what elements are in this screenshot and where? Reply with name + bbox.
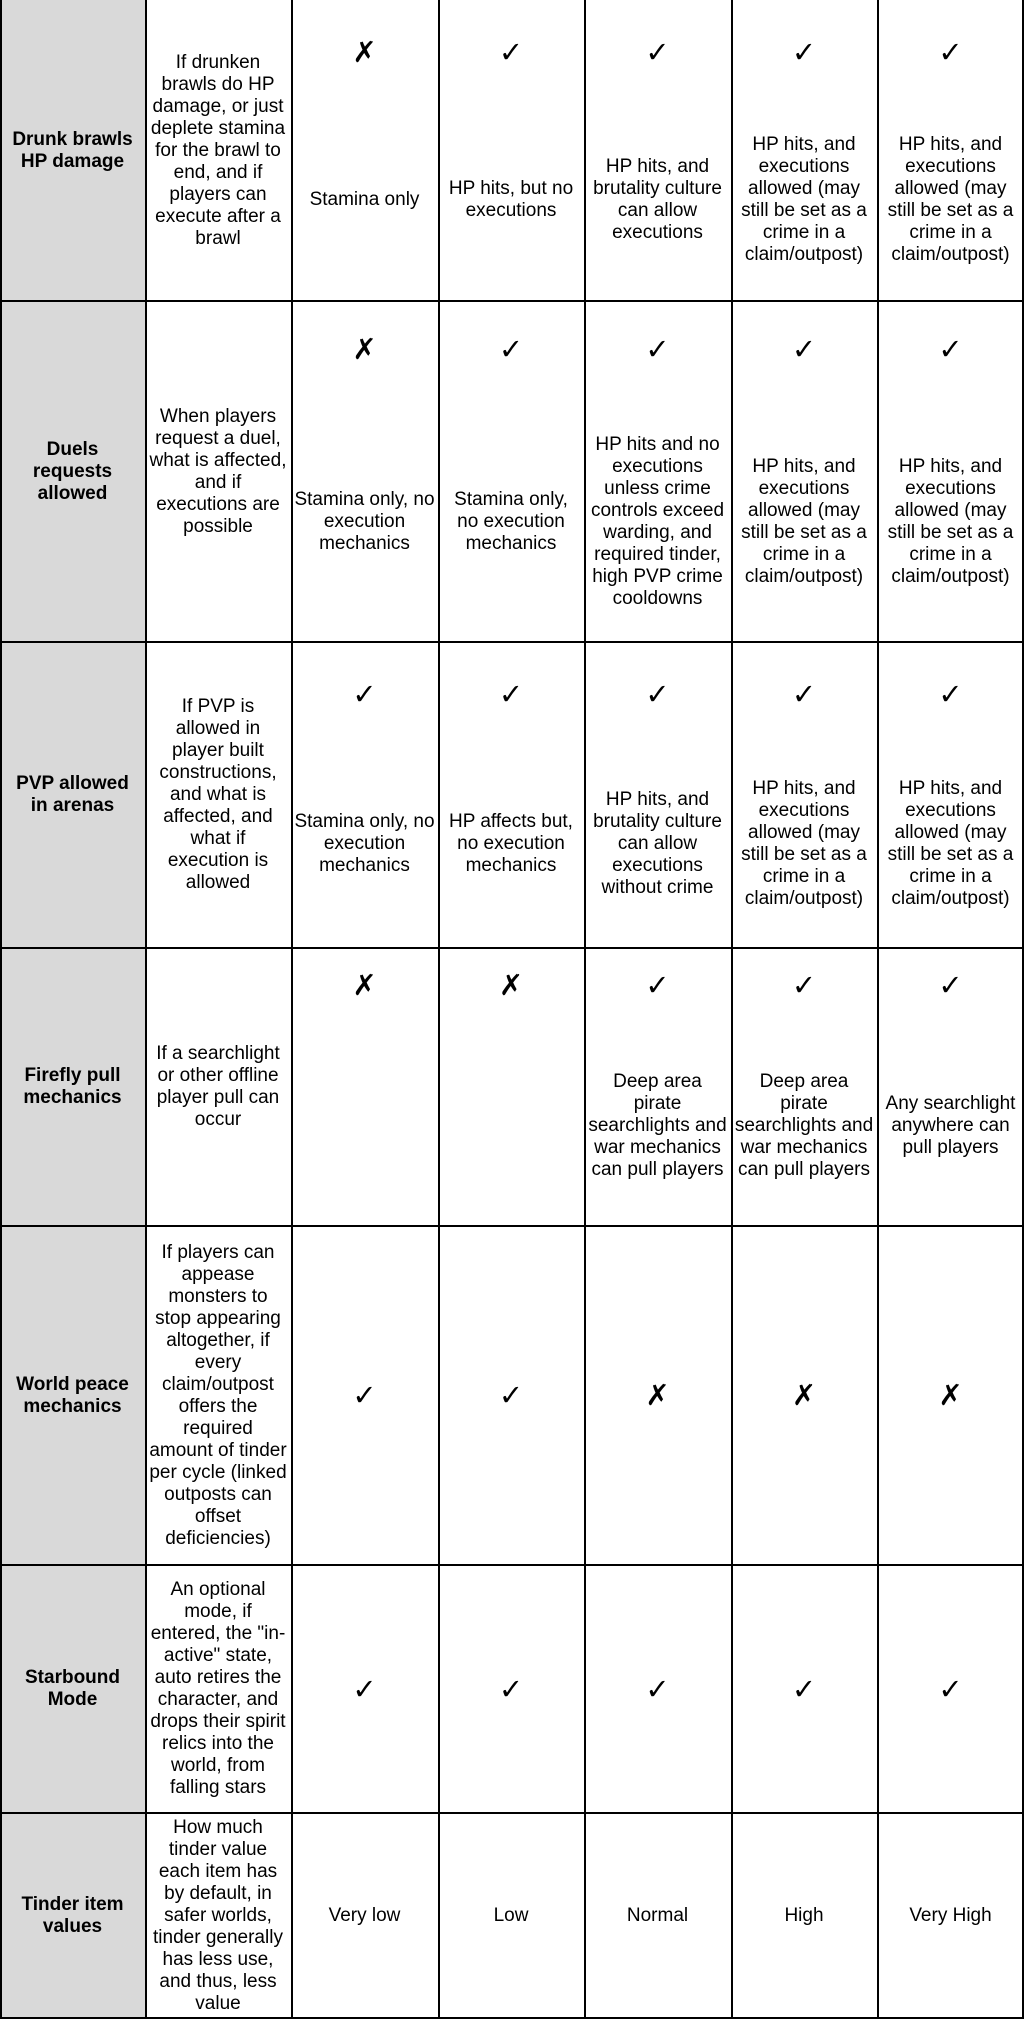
check-icon: ✓ xyxy=(352,1672,377,1706)
cell-text: HP hits, and executions allowed (may still be set as a crime in a claim/outpost) xyxy=(887,134,1014,265)
column-divider xyxy=(438,0,440,2019)
row-divider xyxy=(0,300,1024,302)
check-icon: ✓ xyxy=(791,332,817,366)
check-icon: ✓ xyxy=(791,35,817,69)
table-cell xyxy=(291,1813,438,2019)
row-description-tinder-item-values: How much tinder value each item has by default, in safer worlds, tinder generally has less use, and thus, less value xyxy=(153,1817,283,2014)
column-divider xyxy=(584,0,586,2019)
cell-text: High xyxy=(784,1905,824,1926)
table-cell xyxy=(731,301,877,642)
check-icon: ✓ xyxy=(498,1378,524,1412)
table-cell xyxy=(731,0,877,301)
table-cell xyxy=(584,642,731,948)
table-cell xyxy=(584,1565,731,1813)
check-icon: ✓ xyxy=(498,1672,524,1706)
check-icon: ✓ xyxy=(938,1672,963,1706)
check-icon: ✓ xyxy=(938,968,963,1002)
table-cell xyxy=(731,1813,877,2019)
column-divider xyxy=(145,0,147,2019)
row-description-world-peace-mechanics: If players can appease monsters to stop appearing altogether, if every claim/outpost offers the required amount of tinder per cycle (linked outposts can offset deficiencies) xyxy=(149,1241,287,1549)
table-cell xyxy=(731,948,877,1226)
cross-icon: ✗ xyxy=(791,1378,817,1412)
column-divider xyxy=(877,0,879,2019)
cell-text: HP hits, and brutality culture can allow executions without crime xyxy=(593,789,722,898)
table-cell xyxy=(438,0,584,301)
row-header-world-peace-mechanics: World peace mechanics xyxy=(0,1226,145,1565)
check-icon: ✓ xyxy=(938,677,963,711)
check-icon: ✓ xyxy=(498,677,524,711)
cell-text: Low xyxy=(493,1905,529,1926)
table-cell xyxy=(438,1226,584,1565)
cell-text: HP hits and no executions unless crime controls exceed warding, and required tinder, high PVP crime cooldowns xyxy=(590,434,725,609)
table-cell xyxy=(291,948,438,1226)
column-divider xyxy=(291,0,293,2019)
check-icon: ✓ xyxy=(645,1672,670,1706)
cross-icon: ✗ xyxy=(352,332,377,366)
table-cell xyxy=(877,1565,1024,1813)
table-cell xyxy=(731,642,877,948)
check-icon: ✓ xyxy=(938,35,963,69)
column-divider xyxy=(0,0,2,2019)
row-description-firefly-pull-mechanics: If a searchlight or other offline player pull can occur xyxy=(156,1043,280,1130)
cell-text: HP affects but, no execution mechanics xyxy=(449,811,573,876)
table-cell xyxy=(584,1226,731,1565)
table-cell xyxy=(438,948,584,1226)
cross-icon: ✗ xyxy=(645,1378,670,1412)
table-cell xyxy=(877,642,1024,948)
table-cell xyxy=(291,301,438,642)
check-icon: ✓ xyxy=(791,968,817,1002)
cell-text: Very low xyxy=(328,1905,401,1926)
row-header-firefly-pull-mechanics: Firefly pull mechanics xyxy=(0,948,145,1226)
cell-text: HP hits, and executions allowed (may still be set as a crime in a claim/outpost) xyxy=(887,456,1014,587)
row-description-drunk-brawls-hp-damage: If drunken brawls do HP damage, or just deplete stamina for the brawl to end, and if players can execute after a brawl xyxy=(150,51,286,249)
check-icon: ✓ xyxy=(791,677,817,711)
check-icon: ✓ xyxy=(645,677,670,711)
row-divider xyxy=(0,1812,1024,1814)
cell-text: Any searchlight anywhere can pull players xyxy=(885,1093,1016,1158)
table-cell xyxy=(584,301,731,642)
table-cell xyxy=(877,0,1024,301)
check-icon: ✓ xyxy=(498,35,524,69)
row-header-starbound-mode: Starbound Mode xyxy=(0,1565,145,1813)
row-header-tinder-item-values: Tinder item values xyxy=(0,1813,145,2019)
table-cell xyxy=(291,642,438,948)
cell-text: HP hits, and executions allowed (may still be set as a crime in a claim/outpost) xyxy=(741,134,867,265)
check-icon: ✓ xyxy=(645,332,670,366)
row-description-pvp-allowed-in-arenas: If PVP is allowed in player built constructions, and what is affected, and what if execution is allowed xyxy=(159,696,277,893)
check-icon: ✓ xyxy=(645,35,670,69)
table-cell xyxy=(584,948,731,1226)
row-description-starbound-mode: An optional mode, if entered, the "in-active" state, auto retires the character, and drops their spirit relics into the world, from falling stars xyxy=(150,1579,286,1798)
table-cell xyxy=(438,642,584,948)
row-description-duels-requests-allowed: When players request a duel, what is affected, and if executions are possible xyxy=(149,405,287,537)
check-icon: ✓ xyxy=(645,968,670,1002)
row-header-duels-requests-allowed: Duels requests allowed xyxy=(0,301,145,642)
row-divider xyxy=(0,947,1024,949)
check-icon: ✓ xyxy=(498,332,524,366)
cross-icon: ✗ xyxy=(498,968,524,1002)
cell-text: Very High xyxy=(909,1905,992,1926)
cell-text: Normal xyxy=(626,1905,689,1926)
check-icon: ✓ xyxy=(791,1672,817,1706)
cross-icon: ✗ xyxy=(352,35,377,69)
cell-text: Stamina only xyxy=(309,189,420,210)
row-header-pvp-allowed-in-arenas: PVP allowed in arenas xyxy=(0,642,145,948)
column-divider xyxy=(731,0,733,2019)
table-cell xyxy=(291,1565,438,1813)
check-icon: ✓ xyxy=(938,332,963,366)
table-cell xyxy=(877,948,1024,1226)
check-icon: ✓ xyxy=(352,677,377,711)
table-cell xyxy=(877,1226,1024,1565)
table-cell xyxy=(731,1565,877,1813)
cell-text: HP hits, and brutality culture can allow executions xyxy=(593,156,722,243)
table-cell xyxy=(877,1813,1024,2019)
row-divider xyxy=(0,1225,1024,1227)
cell-text: HP hits, but no executions xyxy=(448,178,574,221)
table-cell xyxy=(438,301,584,642)
table-cell xyxy=(584,1813,731,2019)
row-divider xyxy=(0,641,1024,643)
cell-text: HP hits, and executions allowed (may still be set as a crime in a claim/outpost) xyxy=(887,778,1014,909)
cross-icon: ✗ xyxy=(352,968,377,1002)
cell-text: HP hits, and executions allowed (may still be set as a crime in a claim/outpost) xyxy=(741,456,867,587)
row-divider xyxy=(0,1564,1024,1566)
cell-text: Deep area pirate searchlights and war mechanics can pull players xyxy=(588,1071,727,1180)
cell-text: HP hits, and executions allowed (may still be set as a crime in a claim/outpost) xyxy=(741,778,867,909)
row-header-drunk-brawls-hp-damage: Drunk brawls HP damage xyxy=(0,0,145,301)
cell-text: Stamina only, no execution mechanics xyxy=(454,489,568,554)
cell-text: Stamina only, no execution mechanics xyxy=(294,811,435,876)
table-cell xyxy=(291,1226,438,1565)
check-icon: ✓ xyxy=(352,1378,377,1412)
table-cell xyxy=(438,1813,584,2019)
table-cell xyxy=(291,0,438,301)
table-cell xyxy=(438,1565,584,1813)
cell-text: Stamina only, no execution mechanics xyxy=(294,489,435,554)
cross-icon: ✗ xyxy=(938,1378,963,1412)
table-cell xyxy=(584,0,731,301)
table-cell xyxy=(731,1226,877,1565)
table-cell xyxy=(877,301,1024,642)
cell-text: Deep area pirate searchlights and war mechanics can pull players xyxy=(734,1071,874,1180)
